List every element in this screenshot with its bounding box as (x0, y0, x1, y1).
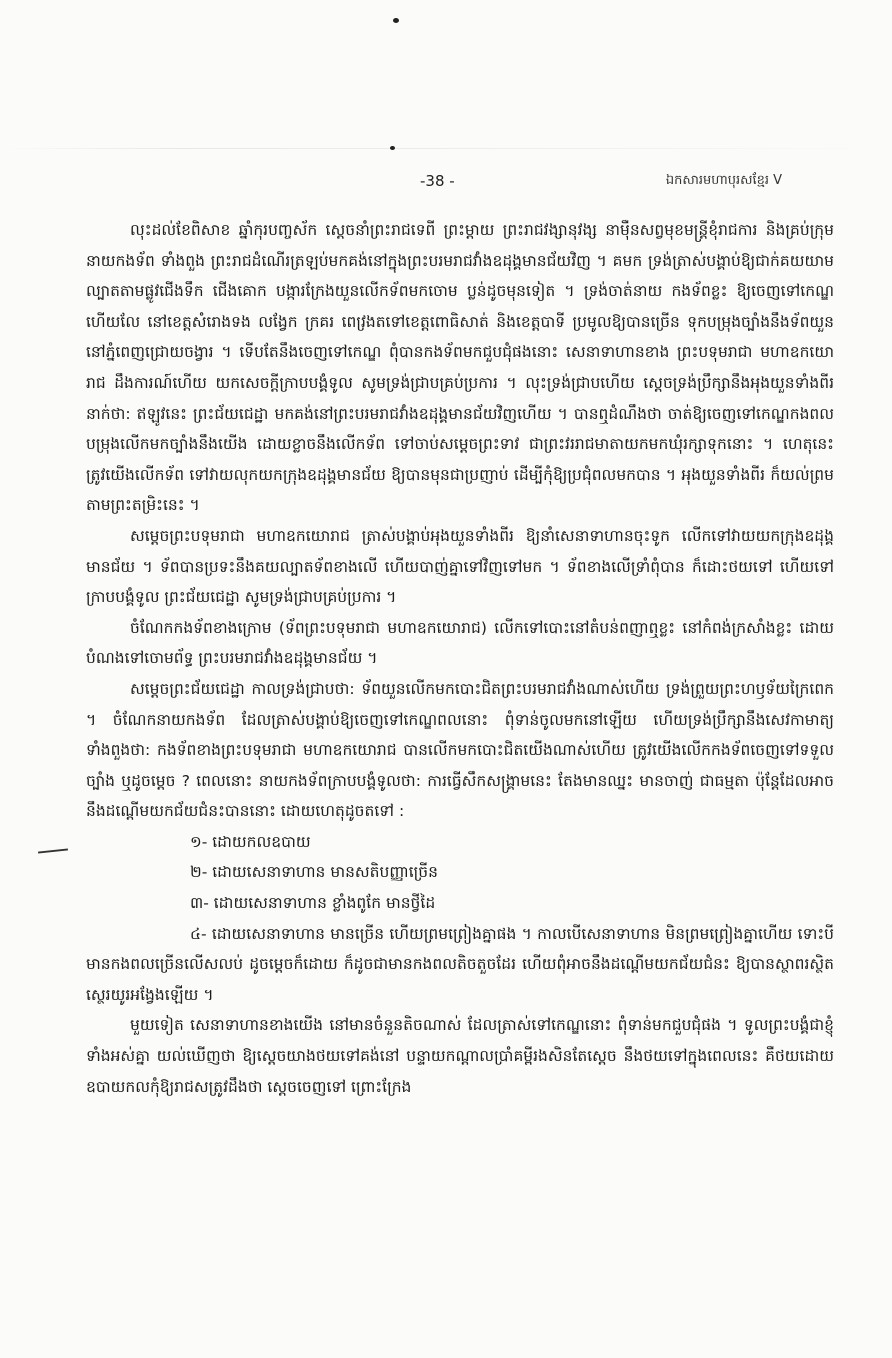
list-item: ៣- ដោយសេនាទាហាន ខ្លាំងពូកែ មានថ្វីដៃ (190, 894, 436, 913)
page-number: -38 - (420, 172, 455, 190)
scan-speck (393, 18, 399, 23)
list-item: ១- ដោយកលឧបាយ (190, 832, 311, 851)
numbered-list (86, 827, 834, 1011)
margin-pen-mark (38, 848, 68, 853)
running-title: ឯកសារមហាបុរសខ្មែរ V (665, 173, 782, 188)
paragraph: សម្ដេចព្រះបទុមរាជា មហាឧកយោរាជ ត្រាស់បង្គាប់អុងយួនទាំងពីរ ឱ្យនាំសេនាទាហានចុះទូក លើកទៅវាយយកក្រុងឧដុង្គមានជ័យ ។ ទ័ពបានប្រទះនឹងគយល្បាតទ័ពខាងលើ ហើយបាញ់គ្នាទៅវិញទៅមក ។ ទ័ពខាងលើទ្រាំពុំបាន ក៏ដោះថយទៅ ហើយទៅក្រាបបង្គំទូល ព្រះជ័យជេដ្ឋា សូមទ្រង់ជ្រាបគ្រប់ប្រការ ។ (86, 526, 834, 607)
scan-noise-line (0, 148, 892, 149)
page-header (0, 172, 892, 194)
list-item: ២- ដោយសេនាទាហាន មានសតិបញ្ញាច្រើន (190, 863, 438, 882)
paragraph: សម្ដេចព្រះជ័យជេដ្ឋា កាលទ្រង់ជ្រាបថា: ទ័ពយួនលើកមកបោះជិតព្រះបរមរាជវាំងណាស់ហើយ ទ្រង់ព្រួយព្រះហឫទ័យក្រៃពេក ។ ចំណែកនាយកងទ័ព ដែលត្រាស់បង្គាប់ឱ្យចេញទៅកេណ្ឌពលនោះ ពុំទាន់ចូលមកនៅឡើយ ហើយទ្រង់ប្រឹក្សានឹងសេវកាមាត្យទាំងពួងថា: កងទ័ពខាងព្រះបទុមរាជា មហាឧកយោរាជ បានលើកមកបោះជិតយើងណាស់ហើយ ត្រូវយើងលើកកងទ័ពចេញទៅទទួលច្បាំង ឬដូចម្ដេច ? ពេលនោះ នាយកងទ័ពក្រាបបង្គំទូលថា: ការធ្វើសឹកសង្គ្រាមនេះ តែងមានឈ្នះ មានចាញ់ ជាធម្មតា ប៉ុន្តែដែលអាចនឹងដណ្ដើមយកជ័យជំនះបាននោះ ដោយហេតុដូចតទៅ : (86, 679, 834, 821)
list-item: ៤- ដោយសេនាទាហាន មានច្រើន ហើយព្រមព្រៀងគ្នាផង ។ កាលបើសេនាទាហាន មិនព្រមព្រៀងគ្នាហើយ ទោះបីមានកងពលច្រើនលើសលប់ ដូចម្ដេចក៏ដោយ ក៏ដូចជាមានកងពលតិចតួចដែរ ហើយពុំអាចនឹងដណ្ដើមយកជ័យជំនះ ឱ្យបានស្ថាពរស្ថិតស្ថេរយូរអង្វែងឡើយ ។ (86, 924, 834, 1004)
closing-paragraph: មួយទៀត សេនាទាហានខាងយើង នៅមានចំនួនតិចណាស់ ដែលត្រាស់ទៅកេណ្ឌនោះ ពុំទាន់មកជួបជុំផង ។ ទូលព្រះបង្គំជាខ្ញុំ ទាំងអស់គ្នា យល់ឃើញថា ឱ្យស្ដេចយាងថយទៅគង់នៅ បន្ទាយកណ្ដាលប្រាំគម្ពីរងសិនតែស្ដេច នឹងថយទៅក្នុងពេលនេះ គឺថយដោយឧបាយកលកុំឱ្យរាជសត្រូវដឹងថា ស្ដេចចេញទៅ ព្រោះក្រែង (86, 1016, 834, 1096)
paragraph: ចំណែកកងទ័ពខាងក្រោម (ទ័ពព្រះបទុមរាជា មហាឧកយោរាជ) លើកទៅបោះនៅតំបន់ពញាឮខ្លះ នៅកំពង់ក្រសាំងខ្លះ ដោយបំណងទៅចោមព័ទ្ធ ព្រះបរមរាជវាំងឧដុង្គមានជ័យ ។ (86, 618, 834, 668)
body-text (86, 215, 834, 1102)
paragraph: លុះដល់ខែពិសាខ ឆ្នាំកុរបញ្ចស័ក ស្ដេចនាំព្រះរាជទេពី ព្រះម្ដាយ ព្រះរាជវង្សានុវង្ស នាម៉ឺនសព្វមុខមន្ត្រីខុំរាជការ និងគ្រប់ក្រុមនាយកងទ័ព ទាំងពួង ព្រះរាជដំណើរត្រឡប់មកគង់នៅក្នុងព្រះបរមរាជវាំងឧដុង្គមានជ័យវិញ ។ គមក ទ្រង់ត្រាស់បង្គាប់ឱ្យជាក់គយយាមល្បាតតាមផ្លូវជើងទឹក ជើងគោក បង្ការក្រែងយួនលើកទ័ពមកចោម ប្លន់ដូចមុនទៀត ។ ទ្រង់ចាត់នាយ កងទ័ពខ្លះ ឱ្យចេញទៅកេណ្ឌហើយលែ នៅខេត្តសំរោងទង លង្វែក ក្រគរ ពេវ្រងតទៅខេត្តពោធិសាត់ និងខេត្តបាទី ប្រមូលឱ្យបានច្រើន ទុកបម្រុងច្បាំងនឹងទ័ពយួន នៅភ្នំពេញជ្រោយចង្វារ ។ ទើបតែនឹងចេញទៅកេណ្ឌ ពុំបានកងទ័ពមកជួបជុំផងនោះ សេនាទាហានខាង ព្រះបទុមរាជា មហាឧកយោរាជ ដឹងការណ៍ហើយ យកសេចក្ដីក្រាបបង្គំទូល សូមទ្រង់ជ្រាបគ្រប់ប្រការ ។ លុះទ្រង់ជ្រាបហើយ ស្ដេចទ្រង់ប្រឹក្សានឹងអុងយួនទាំងពីរនាក់ថា: ឥឡូវនេះ ព្រះជ័យជេដ្ឋា មកគង់នៅព្រះបរមរាជវាំងឧដុង្គមានជ័យវិញហើយ ។ បានឮដំណឹងថា ចាត់ឱ្យចេញទៅកេណ្ឌកងពលបម្រុងលើកមកច្បាំងនឹងយើង ដោយខ្លាចនឹងលើកទ័ព ទៅចាប់សម្ដេចព្រះទាវ ជាព្រះវររាជមាតាយកមកឃុំរក្សាទុកនោះ ។ ហេតុនេះ ត្រូវយើងលើកទ័ព ទៅវាយលុកយកក្រុងឧដុង្គមានជ័យ ឱ្យបានមុនជាប្រញាប់ ដើម្បីកុំឱ្យប្រជុំពលមកបាន ។ អុងយួនទាំងពីរ ក៏យល់ព្រមតាមព្រះតម្រិះនេះ ។ (86, 221, 834, 515)
